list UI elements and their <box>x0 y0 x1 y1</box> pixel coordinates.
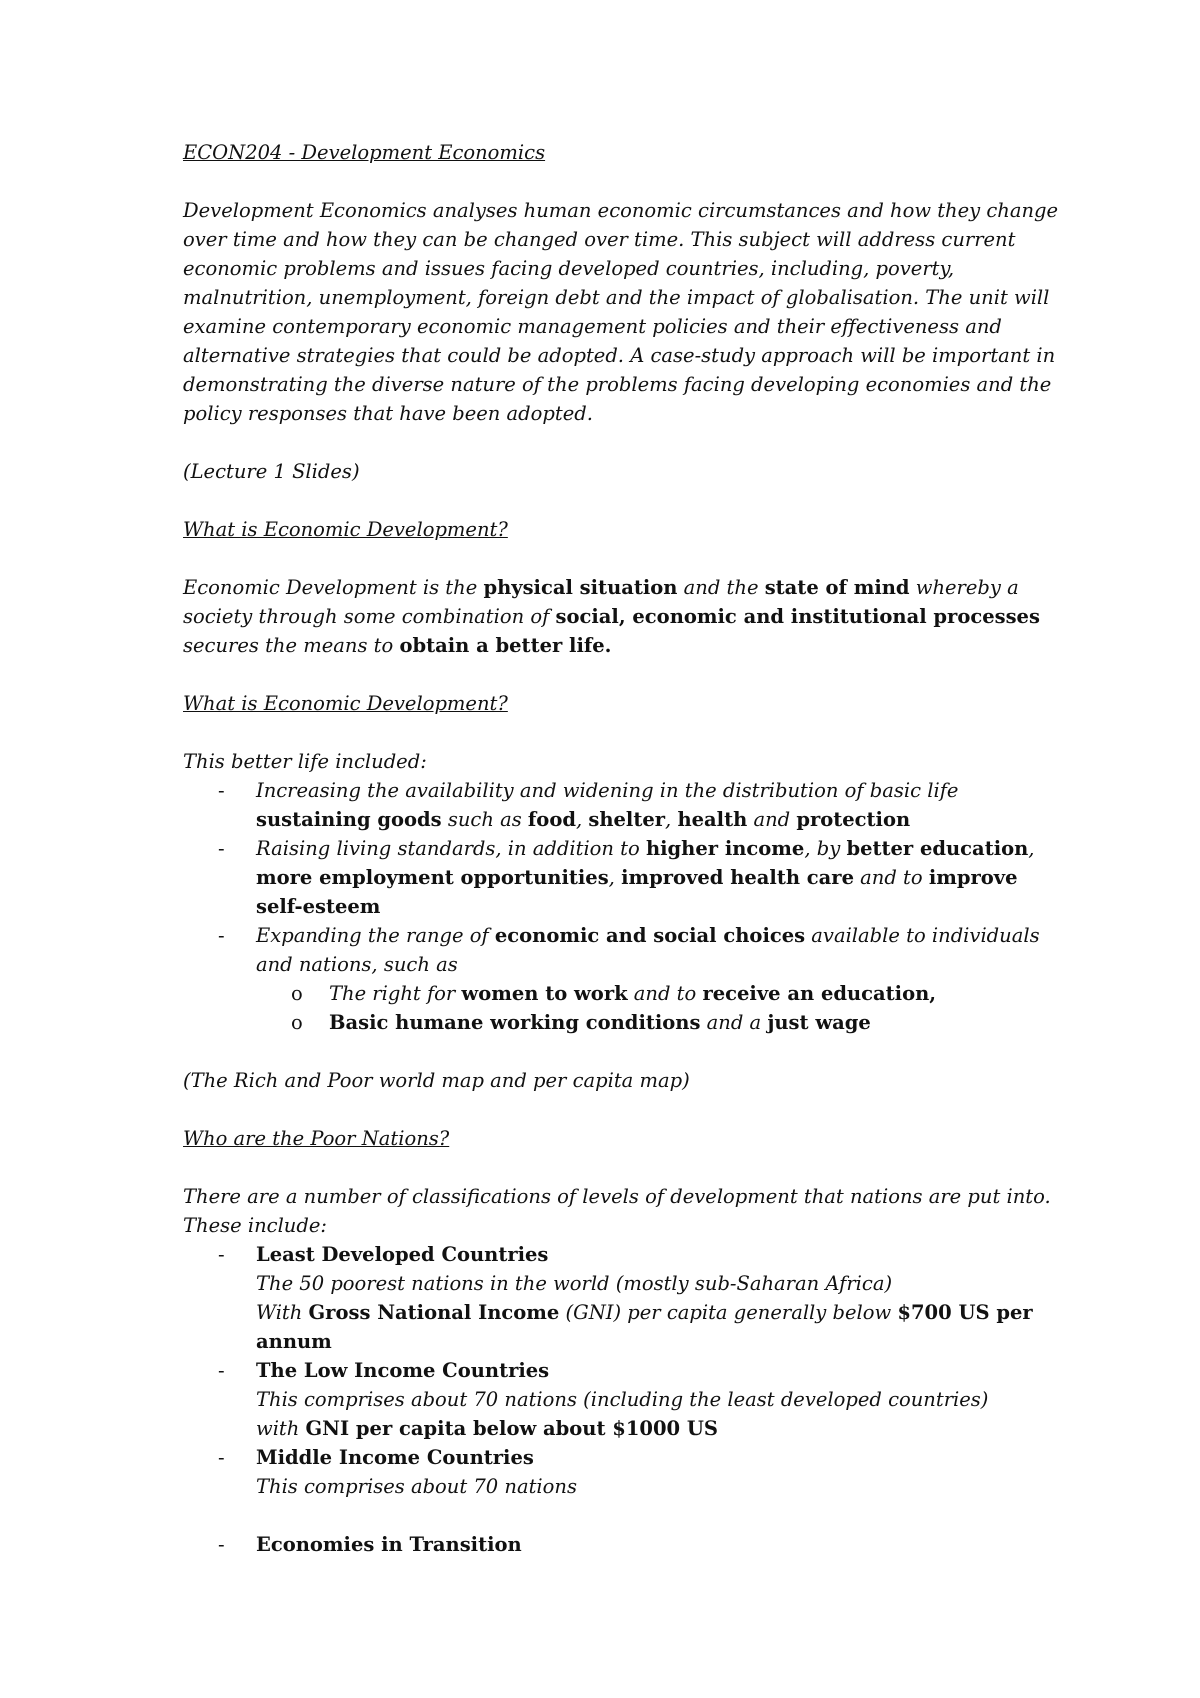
dash-bullet: - <box>218 924 225 947</box>
circle-bullet: o <box>291 982 303 1005</box>
document-title: ECON204 - Development Economics <box>183 141 546 164</box>
lecture-note: (Lecture 1 Slides) <box>183 460 360 483</box>
map-note: (The Rich and Poor world map and per capita map) <box>183 1069 690 1092</box>
better-life-list <box>183 776 1063 1037</box>
dash-bullet: - <box>218 837 225 860</box>
dash-bullet: - <box>218 1446 225 1469</box>
dash-bullet: - <box>218 1359 225 1382</box>
heading-poor-nations: Who are the Poor Nations? <box>183 1127 450 1150</box>
sub-list <box>256 979 1063 1037</box>
better-life-intro: This better life included: <box>183 750 427 773</box>
list-item: - Increasing the availability and widening in the distribution of basic life sustaining goods such as food, shelter, health and protection <box>183 776 1063 834</box>
list-item: - Middle Income Countries This comprises about 70 nations <box>183 1443 1063 1501</box>
classification-name: Least Developed Countries <box>256 1243 549 1266</box>
heading-economic-development: What is Economic Development? <box>183 518 508 541</box>
dash-bullet: - <box>218 1243 225 1266</box>
sub-list-item: o Basic humane working conditions and a just wage <box>256 1008 1063 1037</box>
intro-paragraph: Development Economics analyses human economic circumstances and how they change over time and how they can be changed over time. This subject will address current economic problems and issues facing developed countries, including, poverty, malnutrition, unemployment, foreign debt and the impact of globalisation. The unit will examine contemporary economic management policies and their effectiveness and alternative strategies that could be adopted. A case-study approach will be important in demonstrating the diverse nature of the problems facing developing economies and the policy responses that have been adopted. <box>183 199 1059 425</box>
circle-bullet: o <box>291 1011 303 1034</box>
classification-name: Middle Income Countries <box>256 1446 534 1469</box>
list-item: - Least Developed Countries The 50 poorest nations in the world (mostly sub-Saharan Africa) With Gross National Income (GNI) per capita generally below $700 US per annum <box>183 1240 1063 1356</box>
dash-bullet: - <box>218 779 225 802</box>
classifications-list-cont <box>183 1530 1063 1559</box>
classification-name: The Low Income Countries <box>256 1359 550 1382</box>
classifications-list <box>183 1240 1063 1501</box>
list-item: - Expanding the range of economic and social choices available to individuals and nations, such as o The right for women to work and to receive an education, o Basic humane working conditions and a just wage <box>183 921 1063 1037</box>
document-page <box>183 138 1063 1559</box>
list-item <box>183 1530 1063 1559</box>
sub-list-item: o The right for women to work and to receive an education, <box>256 979 1063 1008</box>
classification-name: Economies in Transition <box>256 1533 522 1556</box>
list-item: - The Low Income Countries This comprises about 70 nations (including the least developed countries) with GNI per capita below about $1000 US <box>183 1356 1063 1443</box>
list-item: - Raising living standards, in addition to higher income, by better education, more employment opportunities, improved health care and to improve self-esteem <box>183 834 1063 921</box>
classifications-intro: There are a number of classifications of levels of development that nations are put into. These include: <box>183 1185 1051 1237</box>
definition-paragraph: Economic Development is the physical situation and the state of mind whereby a society through some combination of social, economic and institutional processes secures the means to obtain a better life. <box>183 576 1040 657</box>
heading-economic-development-2: What is Economic Development? <box>183 692 508 715</box>
dash-bullet: - <box>218 1533 225 1556</box>
